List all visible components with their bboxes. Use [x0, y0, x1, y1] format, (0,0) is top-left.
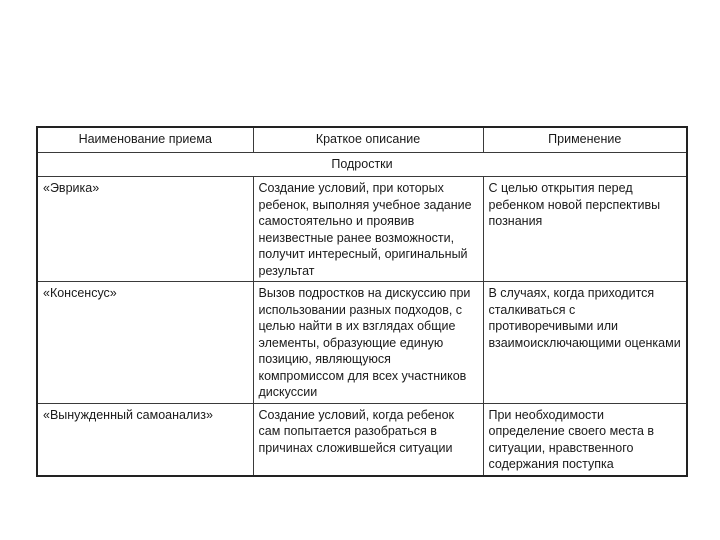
table-header-row — [37, 127, 687, 153]
technique-name: «Консенсус» — [37, 282, 253, 404]
section-title: Подростки — [37, 153, 687, 177]
technique-description: Создание условий, при которых ребенок, выполняя учебное задание самостоятельно и проявив неизвестные ранее возможности, получит интересный, оригинальный результат — [253, 177, 483, 282]
header-application: Применение — [483, 127, 687, 153]
techniques-table — [36, 126, 688, 477]
technique-usage: При необходимости определение своего места в ситуации, нравственного содержания поступка — [483, 403, 687, 476]
technique-description: Вызов подростков на дискуссию при использовании разных подходов, с целью найти в их взглядах общие элементы, образующие единую позицию, являющуюся компромиссом для всех участников дискуссии — [253, 282, 483, 404]
table-row — [37, 177, 687, 282]
table-row — [37, 282, 687, 404]
technique-name: «Эврика» — [37, 177, 253, 282]
header-technique-name: Наименование приема — [37, 127, 253, 153]
technique-name: «Вынужденный самоанализ» — [37, 403, 253, 476]
technique-description: Создание условий, когда ребенок сам попытается разобраться в причинах сложившейся ситуации — [253, 403, 483, 476]
table-row — [37, 403, 687, 476]
technique-usage: С целью открытия перед ребенком новой перспективы познания — [483, 177, 687, 282]
technique-usage: В случаях, когда приходится сталкиваться с противоречивыми или взаимоисключающими оценками — [483, 282, 687, 404]
section-row — [37, 153, 687, 177]
header-short-description: Краткое описание — [253, 127, 483, 153]
